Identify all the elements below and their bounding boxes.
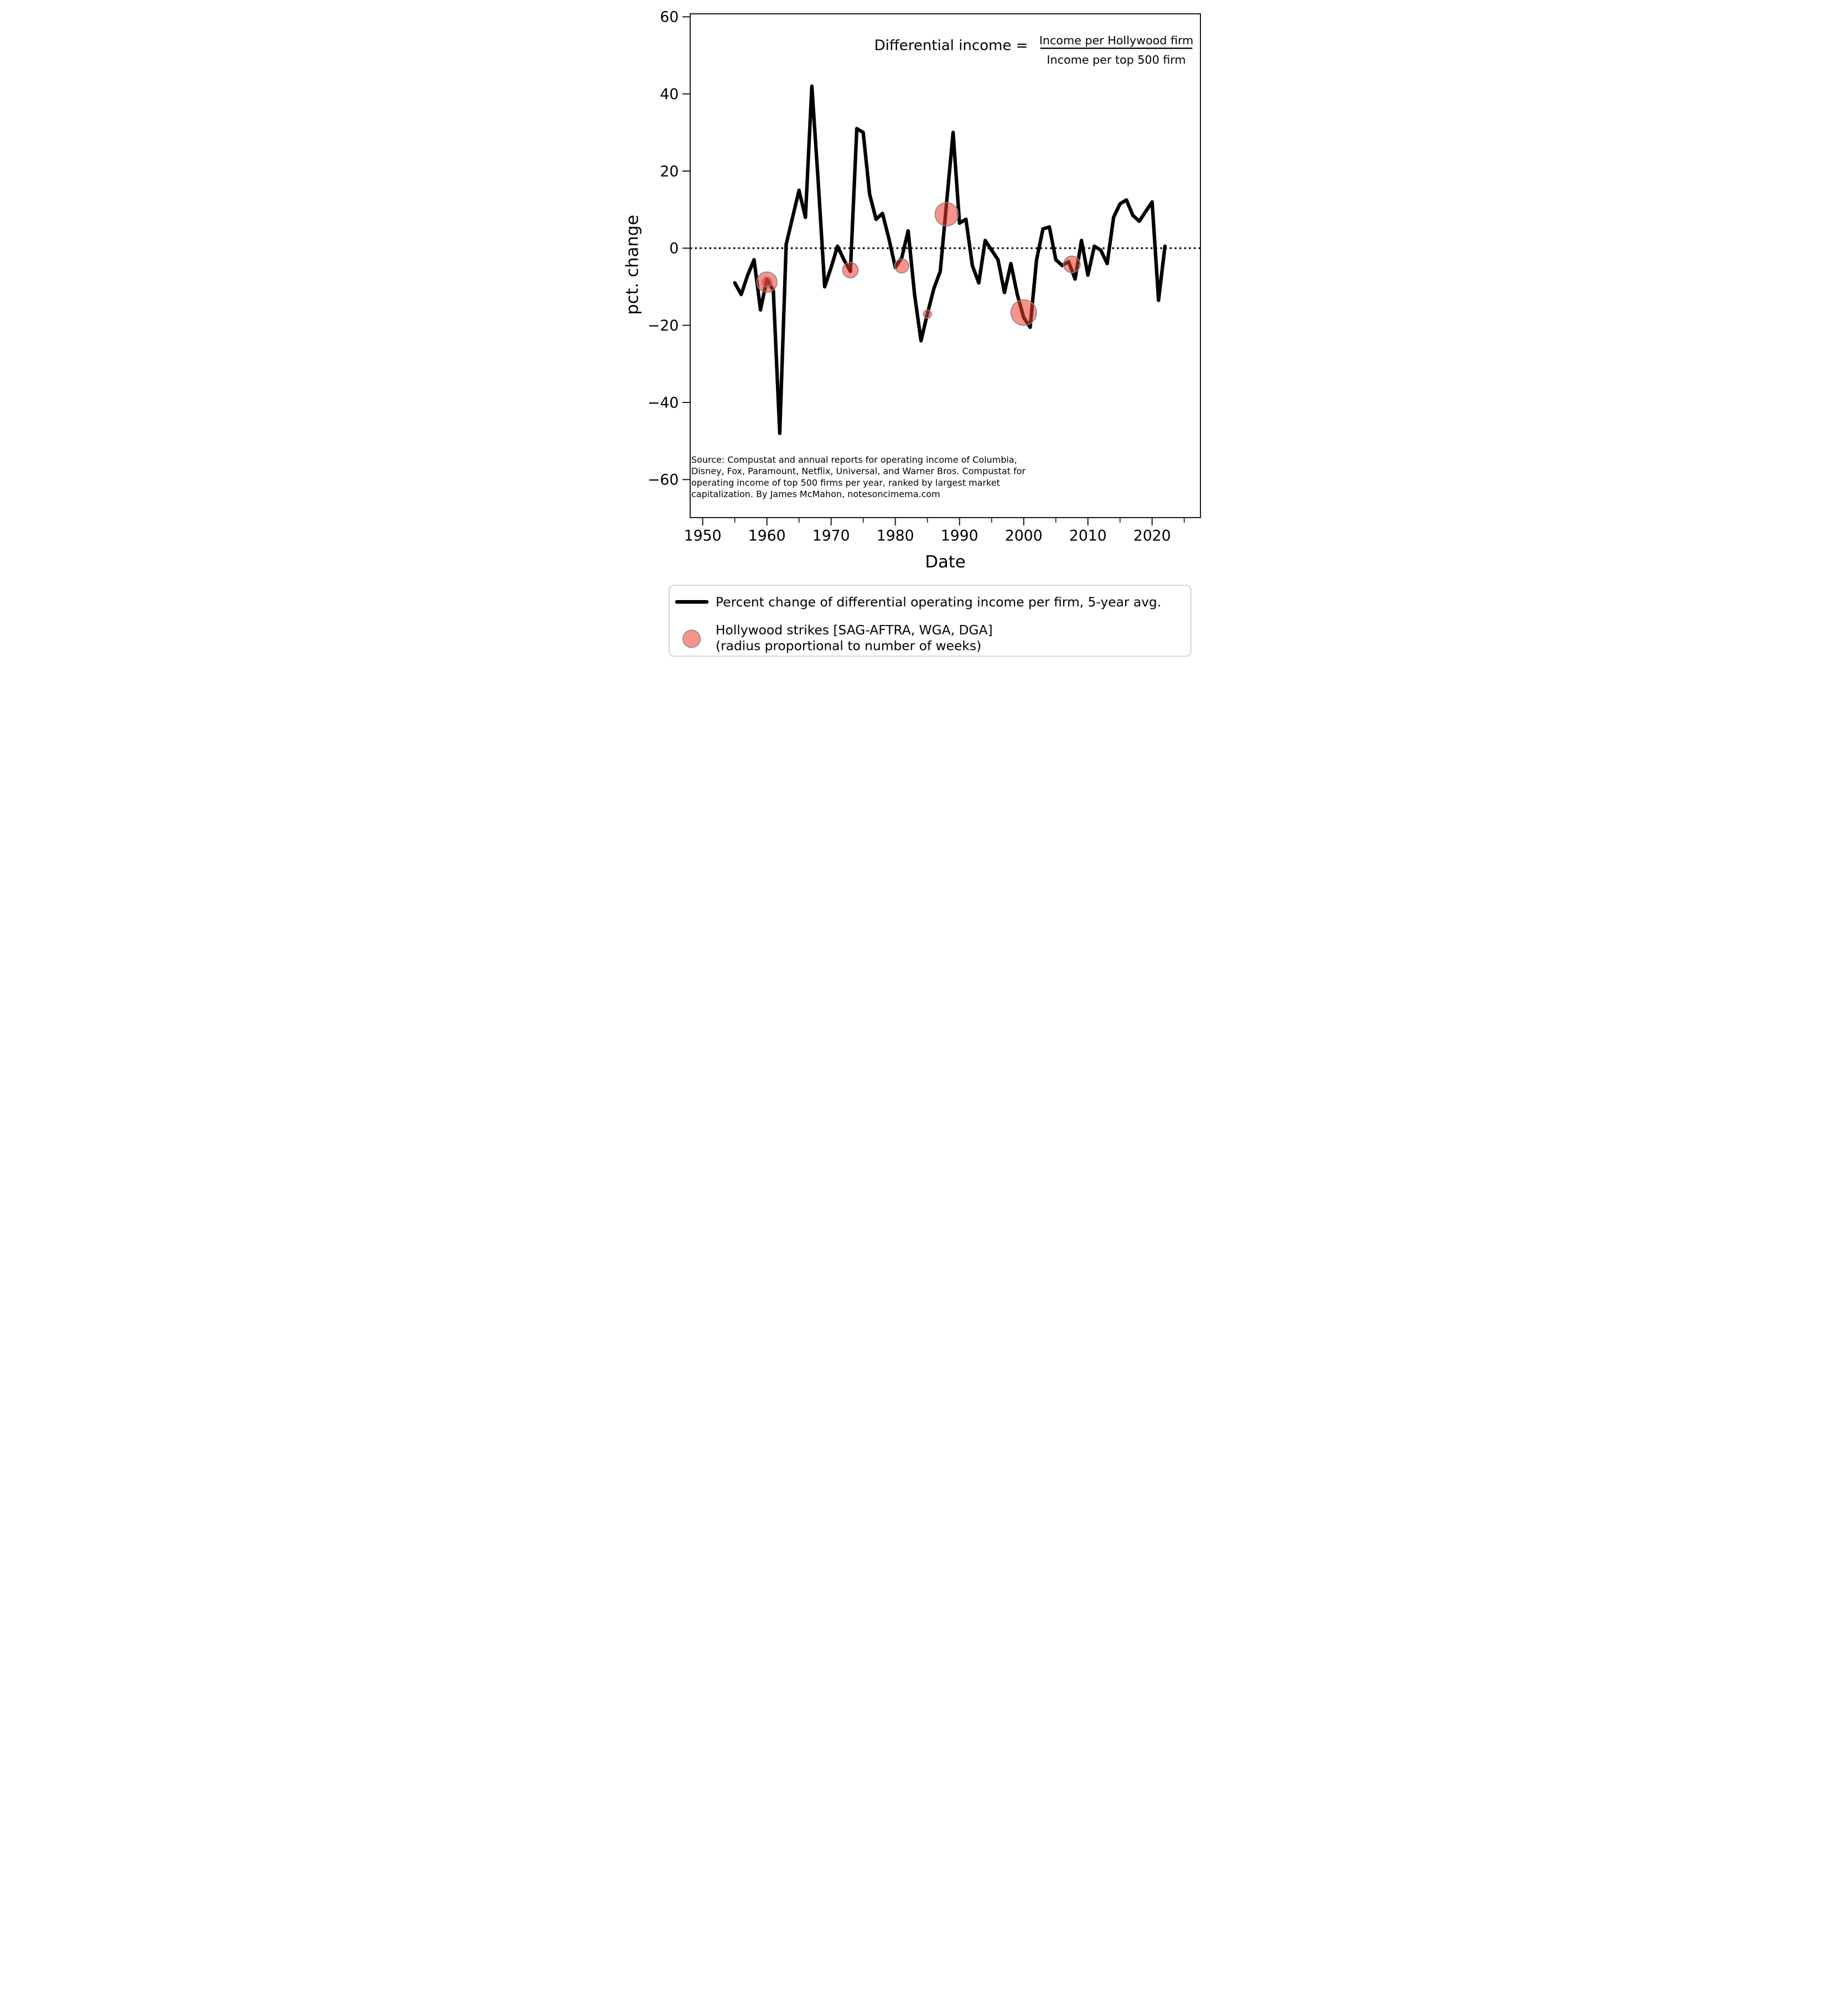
formula-numerator: Income per Hollywood firm [1039, 33, 1194, 47]
canvas-background [616, 0, 1232, 671]
x-tick-label: 2000 [1005, 527, 1043, 545]
legend-strike-label-line2: (radius proportional to number of weeks) [716, 638, 982, 654]
source-text-line: Source: Compustat and annual reports for operating income of Columbia, [691, 454, 1017, 465]
legend-line-label: Percent change of differential operating income per firm, 5-year avg. [716, 594, 1162, 610]
y-tick-label: 20 [660, 163, 679, 180]
y-tick-label: 40 [660, 85, 679, 103]
x-axis-title: Date [925, 552, 966, 572]
x-tick-label: 2010 [1069, 527, 1107, 545]
legend-strike-marker [683, 630, 700, 647]
formula-denominator: Income per top 500 firm [1047, 53, 1186, 66]
x-tick-label: 2020 [1133, 527, 1171, 545]
strike-circle [842, 262, 858, 278]
chart-page [616, 0, 1232, 671]
y-axis-title: pct. change [623, 215, 643, 315]
strike-circle [935, 203, 958, 226]
legend-strike-label-line1: Hollywood strikes [SAG-AFTRA, WGA, DGA] [716, 622, 993, 638]
y-tick-label: −20 [648, 317, 679, 334]
source-text-line: capitalization. By James McMahon, notesoncimema.com [691, 488, 940, 499]
formula-fraction-bar [1041, 48, 1193, 49]
strike-circle [895, 259, 909, 273]
formula-lhs: Differential income = [874, 37, 1028, 54]
x-tick-label: 1960 [748, 527, 786, 545]
strike-circle [1064, 256, 1080, 273]
strike-circle [762, 277, 772, 287]
source-text-line: operating income of top 500 firms per year, ranked by largest market [691, 477, 1000, 488]
x-tick-label: 1990 [940, 527, 979, 545]
source-text-line: Disney, Fox, Paramount, Netflix, Universal, and Warner Bros. Compustat for [691, 466, 1026, 477]
y-tick-label: 60 [660, 8, 679, 26]
x-tick-label: 1980 [876, 527, 914, 545]
x-tick-label: 1970 [812, 527, 850, 545]
differential-income-chart [616, 0, 1232, 671]
y-tick-label: 0 [669, 240, 679, 257]
strike-circle [923, 310, 931, 318]
x-tick-label: 1950 [684, 527, 722, 545]
y-tick-label: −60 [648, 471, 679, 489]
y-tick-label: −40 [648, 394, 679, 412]
strike-circle [1011, 300, 1037, 326]
